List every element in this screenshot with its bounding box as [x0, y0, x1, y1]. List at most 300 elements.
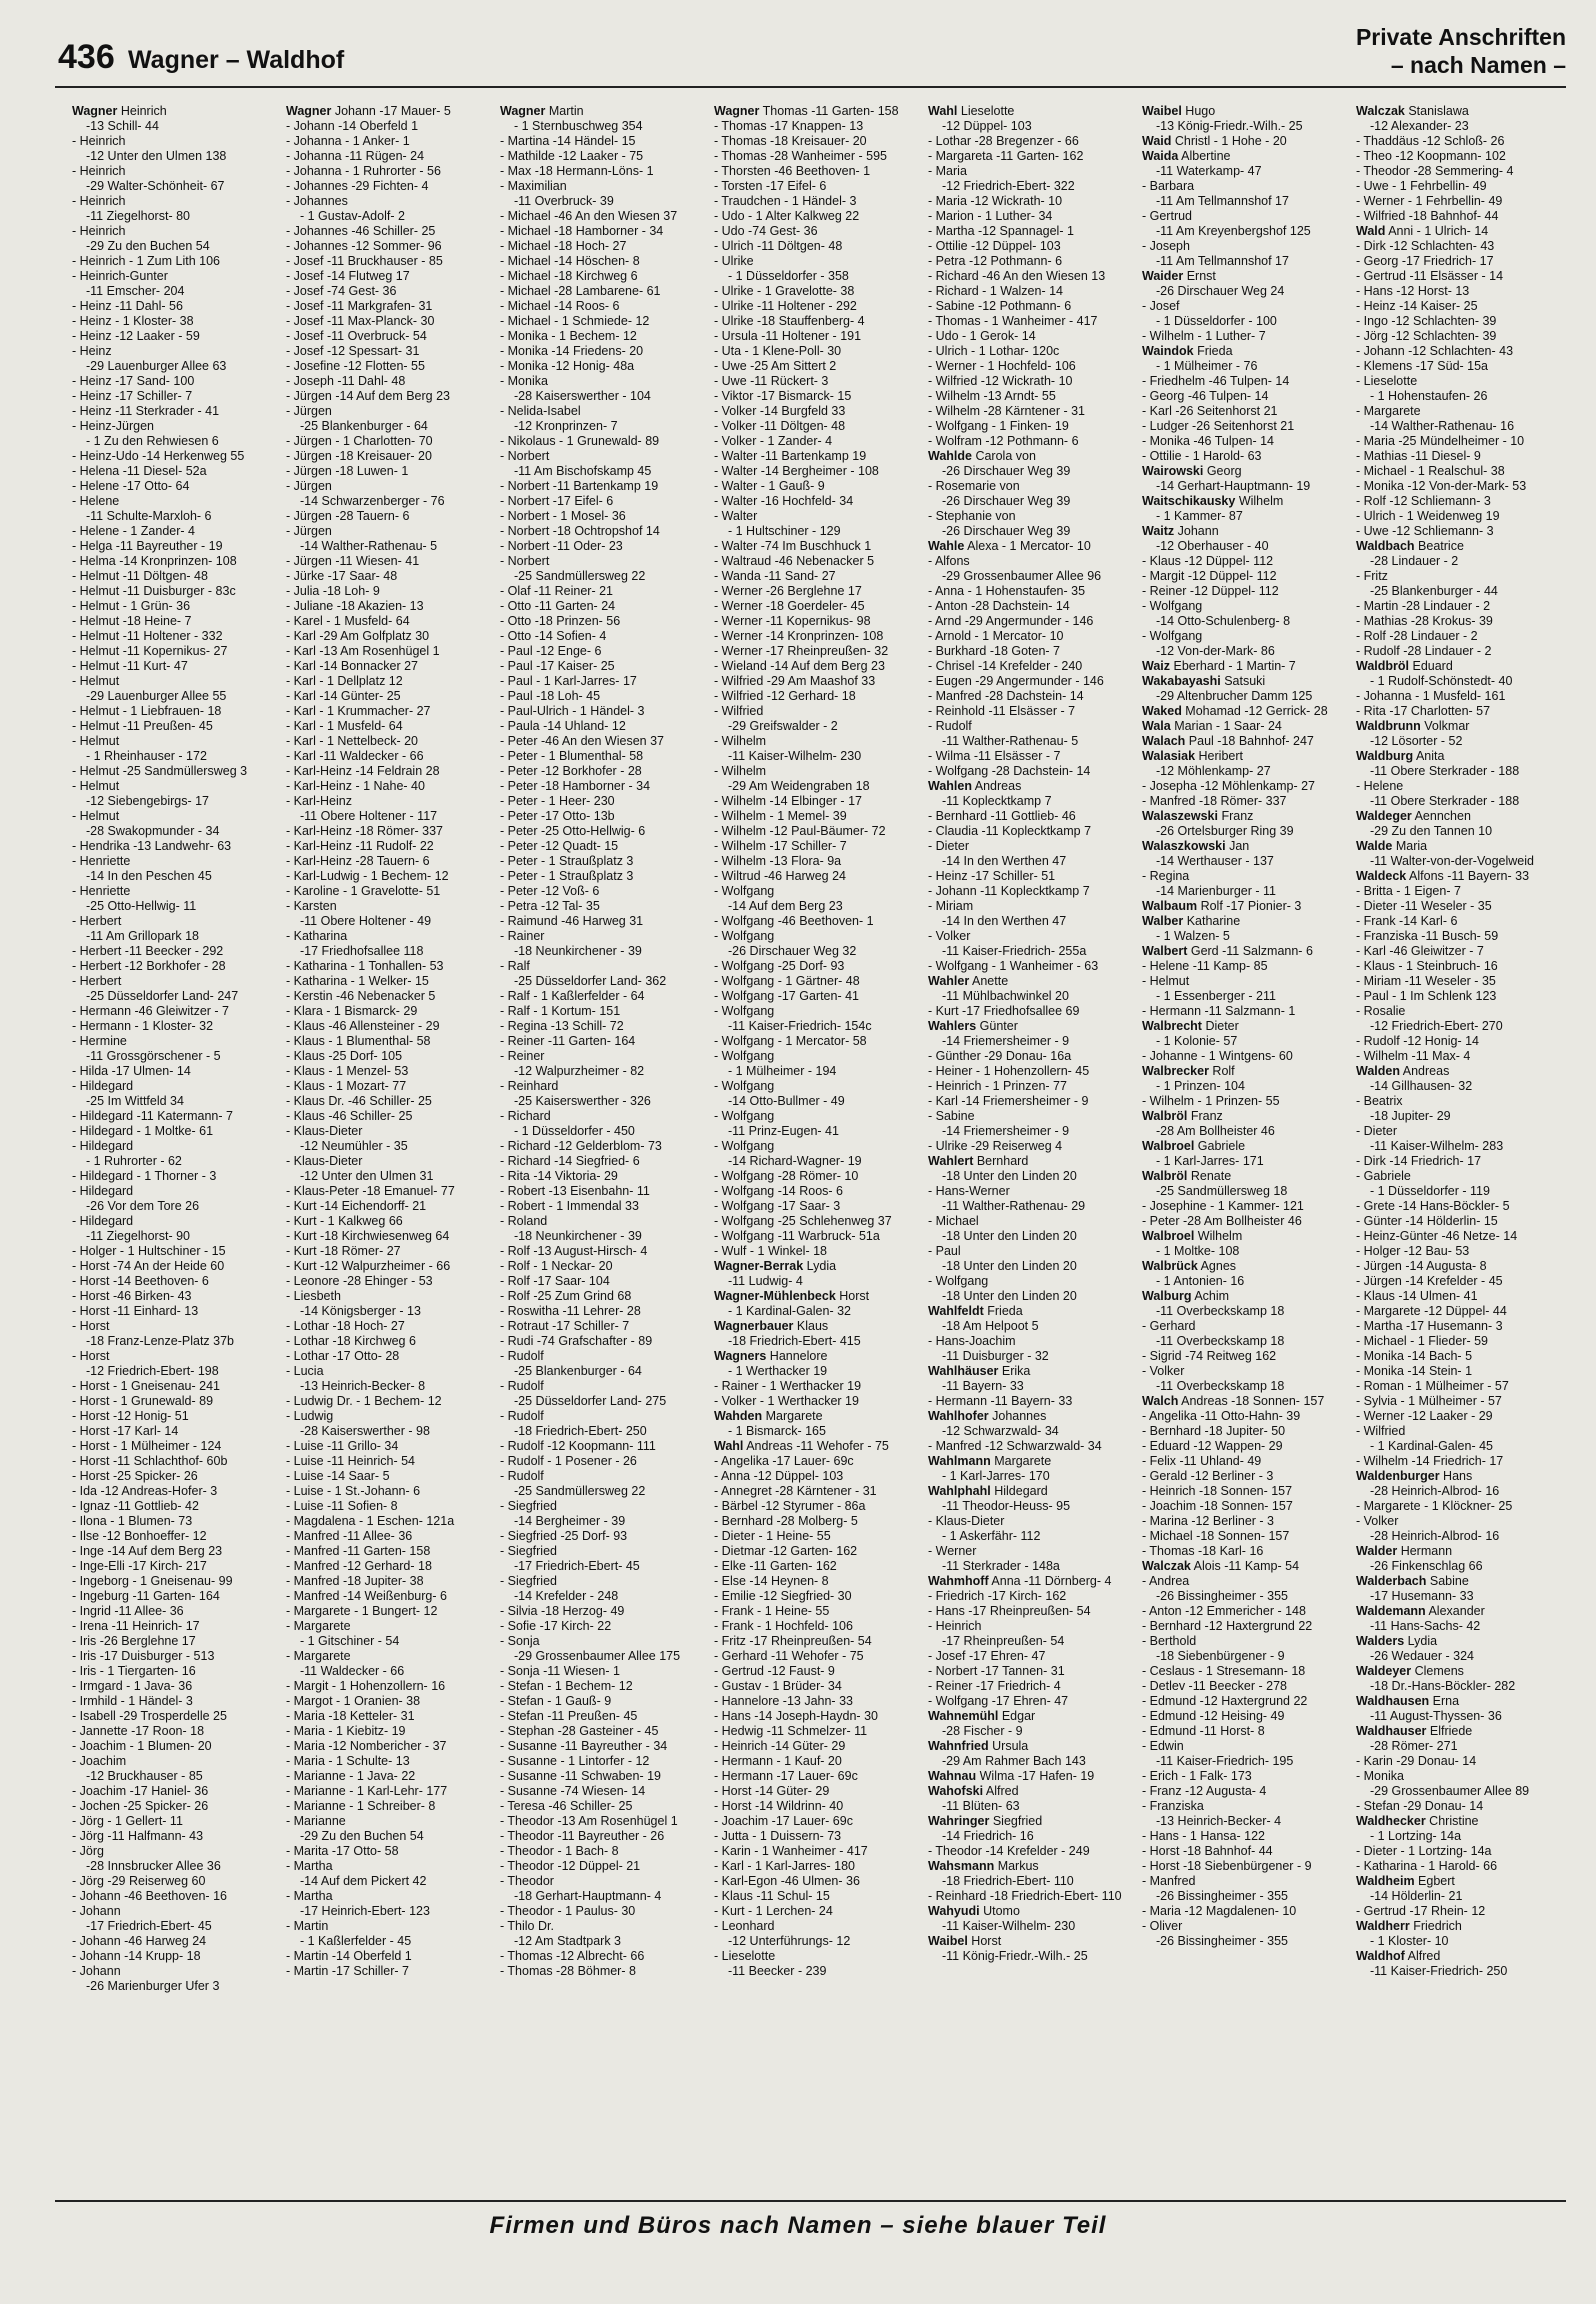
directory-entry: - Felix -11 Uhland- 49	[1142, 1454, 1262, 1468]
directory-entry: - Lieselotte	[1356, 374, 1418, 388]
directory-entry: - Monika -46 Tulpen- 14	[1142, 434, 1275, 448]
directory-entry: - Wolfgang - 1 Mercator- 58	[714, 1034, 867, 1048]
directory-entry: - Ingo -12 Schlachten- 39	[1356, 314, 1497, 328]
directory-entry: - Miriam -11 Weseler - 35	[1356, 974, 1496, 988]
directory-entry: -11 Overbeckskamp 18	[1156, 1304, 1285, 1318]
directory-entry: - 1 Prinzen- 104	[1156, 1079, 1245, 1093]
directory-entry: - Wilhelm - 1 Luther- 7	[1142, 329, 1266, 343]
directory-entry: - Karl-Heinz -18 Römer- 337	[286, 824, 443, 838]
directory-entry: - Wanda -11 Sand- 27	[714, 569, 836, 583]
directory-entry: - Ulrich -11 Döltgen- 48	[714, 239, 843, 253]
directory-entry: - Edmund -12 Heising- 49	[1142, 1709, 1285, 1723]
directory-entry: - Katharina - 1 Harold- 66	[1356, 1859, 1498, 1873]
directory-entry: - Richard -46 An den Wiesen 13	[928, 269, 1106, 283]
directory-entry: - Manfred -11 Allee- 36	[286, 1529, 413, 1543]
directory-entry: - Theodor -11 Bayreuther - 26	[500, 1829, 665, 1843]
directory-entry: - Jörg -12 Schlachten- 39	[1356, 329, 1497, 343]
directory-entry: - Heinrich	[72, 194, 126, 208]
directory-entry: - Annegret -28 Kärntener - 31	[714, 1484, 877, 1498]
directory-entry: -11 Obere Holtener - 49	[300, 914, 432, 928]
directory-entry: - Jürgen	[286, 404, 332, 418]
directory-entry: -11 Kaiser-Friedrich- 250	[1370, 1964, 1508, 1978]
directory-entry: -11 Walther-Rathenau- 29	[942, 1199, 1086, 1213]
directory-entry: -28 Kaiserswerther - 104	[514, 389, 651, 403]
directory-entry: - Wilma -11 Elsässer - 7	[928, 749, 1061, 763]
directory-entry: - Peter -18 Hamborner - 34	[500, 779, 651, 793]
directory-entry: - Magdalena - 1 Eschen- 121a	[286, 1514, 455, 1528]
directory-entry: -14 Königsberger - 13	[300, 1304, 421, 1318]
directory-entry: Wagner-Mühlenbeck Horst	[714, 1289, 870, 1303]
directory-entry: - Anton -12 Emmericher - 148	[1142, 1604, 1306, 1618]
directory-entry: - Horst - 1 Mülheimer - 124	[72, 1439, 222, 1453]
directory-entry: - Wilhelm -12 Paul-Bäumer- 72	[714, 824, 886, 838]
directory-entry: -26 Bissingheimer - 355	[1156, 1934, 1289, 1948]
directory-entry: -11 Am Tellmannshof 17	[1156, 254, 1289, 268]
directory-entry: - Klaus -12 Düppel- 112	[1142, 554, 1274, 568]
directory-entry: - Maria -25 Mündelheimer - 10	[1356, 434, 1525, 448]
directory-entry: - Henriette	[72, 854, 131, 868]
directory-entry: - Ingrid -11 Allee- 36	[72, 1604, 184, 1618]
directory-entry: -18 Franz-Lenze-Platz 37b	[86, 1334, 234, 1348]
directory-entry: - Sabine -12 Pothmann- 6	[928, 299, 1072, 313]
directory-entry: - Thomas - 1 Wanheimer - 417	[928, 314, 1098, 328]
directory-entry: -11 Beecker - 239	[728, 1964, 827, 1978]
directory-entry: - Horst -11 Schlachthof- 60b	[72, 1454, 228, 1468]
directory-entry: -11 Walter-von-der-Vogelweid	[1370, 854, 1534, 868]
directory-entry: - Theodor - 1 Paulus- 30	[500, 1904, 636, 1918]
directory-entry: - Andrea	[1142, 1574, 1190, 1588]
directory-entry: -28 Heinrich-Albrod- 16	[1370, 1484, 1500, 1498]
directory-entry: - 1 Kardinal-Galen- 32	[728, 1304, 851, 1318]
directory-entry: - Hermann -11 Bayern- 33	[928, 1394, 1073, 1408]
directory-entry: -12 Friedrich-Ebert- 270	[1370, 1019, 1503, 1033]
directory-entry: - Richard	[500, 1109, 551, 1123]
directory-entry: - Josef -11 Max-Planck- 30	[286, 314, 435, 328]
directory-entry: - Ottilie -12 Düppel- 103	[928, 239, 1061, 253]
directory-entry: - 1 Gitschiner - 54	[300, 1634, 400, 1648]
directory-entry: Wahlde Carola von	[928, 449, 1036, 463]
directory-entry: - 1 Düsseldorfer - 119	[1370, 1184, 1490, 1198]
directory-entry: -14 Hölderlin- 21	[1370, 1889, 1463, 1903]
directory-entry: Wahler Anette	[928, 974, 1009, 988]
directory-entry: Wagner Martin	[500, 104, 584, 118]
directory-entry: - Friedrich -17 Kirch- 162	[928, 1589, 1067, 1603]
directory-entry: -11 Kaiser-Friedrich- 195	[1156, 1754, 1294, 1768]
directory-entry: - Marion - 1 Luther- 34	[928, 209, 1053, 223]
directory-entry: - Heinrich	[72, 224, 126, 238]
directory-entry: Walbroel Gabriele	[1142, 1139, 1246, 1153]
directory-entry: - Monika	[500, 374, 548, 388]
directory-entry: - Gustav - 1 Brüder- 34	[714, 1679, 842, 1693]
directory-entry: - Lothar -28 Bregenzer - 66	[928, 134, 1079, 148]
directory-entry: - Hildegard	[72, 1139, 134, 1153]
directory-entry: - 1 Sternbuschweg 354	[514, 119, 643, 133]
directory-entry: - Wilhelm -13 Arndt- 55	[928, 389, 1056, 403]
directory-entry: -12 Möhlenkamp- 27	[1156, 764, 1271, 778]
directory-entry: - Reinhard -18 Friedrich-Ebert- 110	[928, 1889, 1122, 1903]
directory-entry: - Werner - 1 Fehrbellin- 49	[1356, 194, 1503, 208]
directory-entry: - 1 Kolonie- 57	[1156, 1034, 1238, 1048]
directory-entry: - Olaf -11 Reiner- 21	[500, 584, 614, 598]
directory-entry: - 1 Kardinal-Galen- 45	[1370, 1439, 1493, 1453]
directory-entry: - Regina	[1142, 869, 1190, 883]
directory-entry: - Susanne -74 Wiesen- 14	[500, 1784, 646, 1798]
directory-entry: - Margarete -12 Düppel- 44	[1356, 1304, 1507, 1318]
directory-entry: - Heinz-Günter -46 Netze- 14	[1356, 1229, 1518, 1243]
directory-entry: -12 Am Stadtpark 3	[514, 1934, 622, 1948]
directory-entry: - Manfred -12 Gerhard- 18	[286, 1559, 432, 1573]
directory-entry: - Helene	[72, 494, 120, 508]
directory-entry: - Margit - 1 Hohenzollern- 16	[286, 1679, 446, 1693]
directory-entry: - Rolf -25 Zum Grind 68	[500, 1289, 632, 1303]
directory-entry: - Wolfgang -25 Dorf- 93	[714, 959, 845, 973]
directory-entry: -14 Otto-Schulenberg- 8	[1156, 614, 1291, 628]
directory-entry: - Martha -12 Spannagel- 1	[928, 224, 1074, 238]
directory-entry: - Hermann - 1 Kloster- 32	[72, 1019, 214, 1033]
directory-entry: Wahnau Wilma -17 Hafen- 19	[928, 1769, 1095, 1783]
directory-entry: Wahlert Bernhard	[928, 1154, 1029, 1168]
directory-entry: -26 Dirschauer Weg 39	[942, 464, 1071, 478]
directory-entry: - Ingeborg - 1 Gneisenau- 99	[72, 1574, 233, 1588]
directory-entry: - Hermine	[72, 1034, 127, 1048]
directory-entry: - Peter -12 Voß- 6	[500, 884, 600, 898]
directory-entry: - Paul-Ulrich - 1 Händel- 3	[500, 704, 645, 718]
directory-entry: - Joachim	[72, 1754, 127, 1768]
directory-entry: - Inge -14 Auf dem Berg 23	[72, 1544, 223, 1558]
directory-entry: -26 Bissingheimer - 355	[1156, 1889, 1289, 1903]
directory-entry: - Karoline - 1 Gravelotte- 51	[286, 884, 441, 898]
directory-entry: - Maria	[928, 164, 967, 178]
directory-entry: -11 Ludwig- 4	[728, 1274, 803, 1288]
directory-entry: - Max -18 Hermann-Löns- 1	[500, 164, 654, 178]
directory-entry: -14 Auf dem Berg 23	[728, 899, 843, 913]
directory-entry: - Monika - 1 Bechem- 12	[500, 329, 637, 343]
directory-entry: Waibel Hugo	[1142, 104, 1216, 118]
directory-entry: - Bernhard -12 Haxtergrund 22	[1142, 1619, 1313, 1633]
directory-entry: - Peter - 1 Straußplatz 3	[500, 869, 634, 883]
directory-entry: - Joachim -17 Haniel- 36	[72, 1784, 209, 1798]
directory-entry: -28 Swakopmunder - 34	[86, 824, 220, 838]
directory-entry: - Josef -12 Spessart- 31	[286, 344, 420, 358]
directory-entry: - Liesbeth	[286, 1289, 341, 1303]
directory-entry: - Stephan -28 Gasteiner - 45	[500, 1724, 659, 1738]
directory-entry: - Katharina - 1 Welker- 15	[286, 974, 429, 988]
directory-entry: - Wolfgang -14 Roos- 6	[714, 1184, 843, 1198]
directory-entry: Waitz Johann	[1142, 524, 1219, 538]
directory-entry: -29 Am Rahmer Bach 143	[942, 1754, 1086, 1768]
directory-entry: - Rudolf -12 Koopmann- 111	[500, 1439, 656, 1453]
directory-entry: -12 Von-der-Mark- 86	[1156, 644, 1275, 658]
directory-entry: - Wolfgang -25 Schlehenweg 37	[714, 1214, 892, 1228]
directory-entry: - Dirk -14 Friedrich- 17	[1356, 1154, 1482, 1168]
directory-entry: - Klaus - 1 Steinbruch- 16	[1356, 959, 1498, 973]
directory-entry: Walaszewski Franz	[1142, 809, 1254, 823]
directory-entry: - Walter	[714, 509, 758, 523]
directory-entry: -11 Kaiser-Wilhelm- 283	[1370, 1139, 1504, 1153]
directory-entry: Wahsmann Markus	[928, 1859, 1039, 1873]
directory-entry: - Volker - 1 Werthacker 19	[714, 1394, 859, 1408]
directory-entry: - Irmgard - 1 Java- 36	[72, 1679, 193, 1693]
directory-entry: - 1 Lortzing- 14a	[1370, 1829, 1462, 1843]
directory-entry: -17 Friedrich-Ebert- 45	[86, 1919, 212, 1933]
directory-entry: - Joachim - 1 Blumen- 20	[72, 1739, 212, 1753]
directory-entry: - Helmut - 1 Liebfrauen- 18	[72, 704, 222, 718]
directory-entry: - Jürgen -28 Tauern- 6	[286, 509, 410, 523]
directory-entry: - Holger -12 Bau- 53	[1356, 1244, 1470, 1258]
directory-entry: - Roland	[500, 1214, 548, 1228]
directory-entry: - Rita -17 Charlotten- 57	[1356, 704, 1491, 718]
directory-entry: -28 Heinrich-Albrod- 16	[1370, 1529, 1500, 1543]
directory-entry: -28 Am Bollheister 46	[1156, 1124, 1275, 1138]
directory-entry: - Wilhelm	[714, 764, 767, 778]
directory-entry: - Monika -14 Friedens- 20	[500, 344, 644, 358]
directory-entry: - Jörg	[72, 1844, 104, 1858]
directory-entry: - Hildegard	[72, 1214, 134, 1228]
section-title-line2: – nach Namen –	[1390, 51, 1566, 78]
directory-entry: - Stefan - 1 Gauß- 9	[500, 1694, 612, 1708]
directory-entry: - Ralf	[500, 959, 530, 973]
directory-entry: - Monika	[1356, 1769, 1404, 1783]
directory-entry: - Else -14 Heynen- 8	[714, 1574, 829, 1588]
directory-entry: - Wilhelm -13 Flora- 9a	[714, 854, 842, 868]
directory-entry: - Hermann -17 Lauer- 69c	[714, 1769, 858, 1783]
directory-entry: - Michael -18 Hoch- 27	[500, 239, 627, 253]
directory-entry: - Manfred -12 Schwarzwald- 34	[928, 1439, 1102, 1453]
directory-entry: - Heinz -12 Laaker - 59	[72, 329, 200, 343]
directory-entry: Walbroel Wilhelm	[1142, 1229, 1243, 1243]
directory-entry: - Karin - 1 Wanheimer - 417	[714, 1844, 868, 1858]
directory-entry: - Reinhold -11 Elsässer - 7	[928, 704, 1076, 718]
directory-entry: - Joseph -11 Dahl- 48	[286, 374, 406, 388]
directory-entry: Wahle Alexa - 1 Mercator- 10	[928, 539, 1091, 553]
directory-entry: -17 Heinrich-Ebert- 123	[300, 1904, 430, 1918]
directory-entry: -26 Marienburger Ufer 3	[86, 1979, 220, 1993]
directory-entry: Wala Marian - 1 Saar- 24	[1142, 719, 1282, 733]
directory-entry: -11 Walther-Rathenau- 5	[942, 734, 1079, 748]
directory-entry: -12 Siebengebirgs- 17	[86, 794, 209, 808]
directory-entry: - Claudia -11 Koplecktkamp 7	[928, 824, 1092, 838]
directory-entry: - Martha	[286, 1859, 333, 1873]
directory-entry: - Jürgen -11 Wiesen- 41	[286, 554, 420, 568]
directory-entry: -18 Dr.-Hans-Böckler- 282	[1370, 1679, 1516, 1693]
directory-entry: - Paul	[928, 1244, 961, 1258]
directory-entry: - Susanne - 1 Lintorfer - 12	[500, 1754, 650, 1768]
directory-entry: -11 Emscher- 204	[86, 284, 185, 298]
directory-entry: - Arnd -29 Angermunder - 146	[928, 614, 1094, 628]
directory-entry: - Jochen -25 Spicker- 26	[72, 1799, 209, 1813]
directory-entry: - Ulrich - 1 Lothar- 120c	[928, 344, 1060, 358]
directory-entry: - Wolfgang -11 Warbruck- 51a	[714, 1229, 880, 1243]
directory-entry: - Thorsten -46 Beethoven- 1	[714, 164, 871, 178]
directory-entry: - Werner -26 Berglehne 17	[714, 584, 862, 598]
directory-entry: -25 Düsseldorfer Land- 275	[514, 1394, 667, 1408]
directory-entry: - Erich - 1 Falk- 173	[1142, 1769, 1252, 1783]
directory-entry: - Wolfgang	[1142, 599, 1203, 613]
directory-entry: - Hildegard -11 Katermann- 7	[72, 1109, 233, 1123]
directory-entry: - Klaus -46 Allensteiner - 29	[286, 1019, 440, 1033]
directory-entry: Wahlhofer Johannes	[928, 1409, 1047, 1423]
directory-entry: - Stefan -29 Donau- 14	[1356, 1799, 1484, 1813]
directory-entry: - Gabriele	[1356, 1169, 1411, 1183]
directory-entry: - Dirk -12 Schlachten- 43	[1356, 239, 1495, 253]
directory-entry: Waldherr Friedrich	[1356, 1919, 1462, 1933]
directory-entry: -26 Dirschauer Weg 32	[728, 944, 857, 958]
directory-entry: - Norbert -17 Tannen- 31	[928, 1664, 1065, 1678]
directory-entry: - Silvia -18 Herzog- 49	[500, 1604, 625, 1618]
directory-entry: -14 Otto-Bullmer - 49	[728, 1094, 845, 1108]
directory-entry: - Juliane -18 Akazien- 13	[286, 599, 424, 613]
directory-entry: - 1 Düsseldorfer - 358	[728, 269, 849, 283]
directory-entry: - Jörg -11 Halfmann- 43	[72, 1829, 204, 1843]
directory-entry: - Walter -16 Hochfeld- 34	[714, 494, 854, 508]
directory-entry: - Marita -17 Otto- 58	[286, 1844, 399, 1858]
directory-entry: - Edwin	[1142, 1739, 1184, 1753]
directory-entry: - Peter - 1 Heer- 230	[500, 794, 615, 808]
directory-entry: Wagner Heinrich	[72, 104, 167, 118]
directory-entry: - Wolfgang	[928, 1274, 989, 1288]
directory-entry: - Theodor	[500, 1874, 554, 1888]
directory-entry: - Rainer - 1 Werthacker 19	[714, 1379, 862, 1393]
directory-entry: - Karl - 1 Musfeld- 64	[286, 719, 403, 733]
directory-entry: - Wolfgang -28 Römer- 10	[714, 1169, 859, 1183]
directory-entry: - Ignaz -11 Gottlieb- 42	[72, 1499, 199, 1513]
directory-entry: - Sigrid -74 Reitweg 162	[1142, 1349, 1277, 1363]
directory-entry: -29 Am Weidengraben 18	[728, 779, 870, 793]
directory-entry: Waid Christl - 1 Hohe - 20	[1142, 134, 1287, 148]
directory-entry: - Traudchen - 1 Händel- 3	[714, 194, 857, 208]
directory-entry: - Kurt - 1 Lerchen- 24	[714, 1904, 833, 1918]
directory-entry: - Helga -11 Bayreuther - 19	[72, 539, 223, 553]
directory-entry: - Joachim -18 Sonnen- 157	[1142, 1499, 1293, 1513]
directory-entry: - Werner -12 Laaker - 29	[1356, 1409, 1493, 1423]
directory-entry: - Franziska	[1142, 1799, 1204, 1813]
directory-entry: - Eugen -29 Angermunder - 146	[928, 674, 1104, 688]
directory-entry: - Uwe -25 Am Sittert 2	[714, 359, 837, 373]
directory-entry: -12 Unterführungs- 12	[728, 1934, 851, 1948]
directory-entry: - Volker -14 Burgfeld 33	[714, 404, 846, 418]
directory-entry: - Heinrich-Gunter	[72, 269, 168, 283]
directory-entry: -26 Ortelsburger Ring 39	[1156, 824, 1294, 838]
directory-columns	[72, 104, 1572, 2190]
directory-entry: - Margarete	[286, 1649, 351, 1663]
directory-entry: - Ludwig	[286, 1409, 334, 1423]
directory-entry: - Susanne -11 Schwaben- 19	[500, 1769, 661, 1783]
directory-entry: - 1 Düsseldorfer - 450	[514, 1124, 635, 1138]
directory-entry: - Wolfram -12 Pothmann- 6	[928, 434, 1079, 448]
directory-entry: - Dieter -11 Weseler - 35	[1356, 899, 1492, 913]
directory-entry: - Johann	[72, 1904, 121, 1918]
directory-entry: - Monika -12 Honig- 48a	[500, 359, 635, 373]
directory-entry: - Bärbel -12 Styrumer - 86a	[714, 1499, 866, 1513]
directory-entry: - Helmut	[72, 734, 120, 748]
directory-entry: Walder Hermann	[1356, 1544, 1453, 1558]
directory-entry: - Helmut -11 Döltgen- 48	[72, 569, 208, 583]
directory-entry: Wald Anni - 1 Ulrich- 14	[1356, 224, 1489, 238]
directory-entry: - Jörg -29 Reiserweg 60	[72, 1874, 206, 1888]
directory-entry: - Udo - 1 Gerok- 14	[928, 329, 1036, 343]
directory-entry: - Kurt -18 Römer- 27	[286, 1244, 401, 1258]
directory-entry: - Martin -14 Oberfeld 1	[286, 1949, 412, 1963]
directory-entry: - Wolfgang	[714, 929, 775, 943]
directory-entry: - Iris -17 Duisburger - 513	[72, 1649, 215, 1663]
directory-entry: -26 Dirschauer Weg 39	[942, 494, 1071, 508]
directory-entry: - Karl - 1 Dellplatz 12	[286, 674, 403, 688]
directory-entry: - Klaus - 1 Menzel- 53	[286, 1064, 409, 1078]
directory-entry: - Rudolf - 1 Posener - 26	[500, 1454, 637, 1468]
directory-entry: Waitschikausky Wilhelm	[1142, 494, 1284, 508]
section-title-line1: Private Anschriften	[1355, 24, 1566, 50]
directory-entry: Walaszkowski Jan	[1142, 839, 1250, 853]
directory-entry: - Jürgen - 1 Charlotten- 70	[286, 434, 433, 448]
page-number: 436	[58, 38, 115, 76]
directory-entry: - Heinz-Udo -14 Herkenweg 55	[72, 449, 245, 463]
directory-entry: - Wolfgang - 1 Finken- 19	[928, 419, 1069, 433]
directory-entry: - Theodor -14 Krefelder - 249	[928, 1844, 1090, 1858]
directory-entry: - Wieland -14 Auf dem Berg 23	[714, 659, 885, 673]
directory-entry: -18 Siebenbürgener - 9	[1156, 1649, 1285, 1663]
directory-entry: - Martin -17 Schiller- 7	[286, 1964, 409, 1978]
directory-entry: -26 Vor dem Tore 26	[86, 1199, 200, 1213]
directory-entry: - Detlev -11 Beecker - 278	[1142, 1679, 1287, 1693]
directory-entry: - Wolfgang - 1 Wanheimer - 63	[928, 959, 1099, 973]
directory-entry: - Wilhelm	[714, 734, 767, 748]
directory-entry: - Norbert - 1 Mosel- 36	[500, 509, 626, 523]
directory-entry: - Josepha -12 Möhlenkamp- 27	[1142, 779, 1316, 793]
directory-entry: - Josephine - 1 Kammer- 121	[1142, 1199, 1304, 1213]
directory-entry: - Norbert -11 Bartenkamp 19	[500, 479, 659, 493]
directory-entry: - Frank -14 Karl- 6	[1356, 914, 1458, 928]
directory-entry: -14 Marienburger - 11	[1156, 884, 1276, 898]
directory-entry: - Henriette	[72, 884, 131, 898]
directory-entry: - Reiner	[500, 1049, 545, 1063]
directory-entry: - Wolfgang -17 Ehren- 47	[928, 1694, 1069, 1708]
directory-entry: - Burkhard -18 Goten- 7	[928, 644, 1061, 658]
directory-entry: - Ulrich - 1 Weidenweg 19	[1356, 509, 1500, 523]
directory-entry: - Helene - 1 Zander- 4	[72, 524, 195, 538]
directory-entry: - Britta - 1 Eigen- 7	[1356, 884, 1461, 898]
directory-entry: - Chrisel -14 Krefelder - 240	[928, 659, 1083, 673]
directory-entry: -11 Theodor-Heuss- 95	[942, 1499, 1071, 1513]
directory-entry: -11 König-Friedr.-Wilh.- 25	[942, 1949, 1088, 1963]
directory-entry: Wagnerbauer Klaus	[714, 1319, 829, 1333]
directory-entry: -28 Lindauer - 2	[1370, 554, 1459, 568]
directory-entry: - Johanna - 1 Ruhrorter - 56	[286, 164, 441, 178]
directory-entry: - Volker	[928, 929, 971, 943]
directory-entry: - Helmut -11 Kopernikus- 27	[72, 644, 228, 658]
directory-entry: - Rudolf -28 Lindauer - 2	[1356, 644, 1492, 658]
directory-entry: - Johann	[72, 1964, 121, 1978]
directory-entry: - Theodor -12 Düppel- 21	[500, 1859, 641, 1873]
directory-entry: - Wiltrud -46 Harweg 24	[714, 869, 846, 883]
directory-entry: - Miriam	[928, 899, 974, 913]
directory-entry: - Anton -28 Dachstein- 14	[928, 599, 1070, 613]
directory-entry: -25 Sandmüllersweg 18	[1156, 1184, 1288, 1198]
directory-entry: - Ludwig Dr. - 1 Bechem- 12	[286, 1394, 442, 1408]
directory-entry: -17 Husemann- 33	[1370, 1589, 1474, 1603]
directory-entry: Wahofski Alfred	[928, 1784, 1019, 1798]
directory-entry: - Robert - 1 Immendal 33	[500, 1199, 639, 1213]
directory-entry: - Rolf -12 Schliemann- 3	[1356, 494, 1491, 508]
directory-entry: - Helmut -11 Preußen- 45	[72, 719, 213, 733]
directory-entry: - Johanna - 1 Musfeld- 161	[1356, 689, 1506, 703]
directory-entry: - Georg -17 Friedrich- 17	[1356, 254, 1494, 268]
directory-entry: - Paul -12 Enge- 6	[500, 644, 602, 658]
directory-entry: -11 Duisburger - 32	[942, 1349, 1049, 1363]
directory-entry: - Horst	[72, 1349, 110, 1363]
directory-entry: - 1 Mülheimer - 76	[1156, 359, 1258, 373]
directory-entry: - Johanna -11 Rügen- 24	[286, 149, 425, 163]
directory-entry: - Manfred -18 Römer- 337	[1142, 794, 1287, 808]
